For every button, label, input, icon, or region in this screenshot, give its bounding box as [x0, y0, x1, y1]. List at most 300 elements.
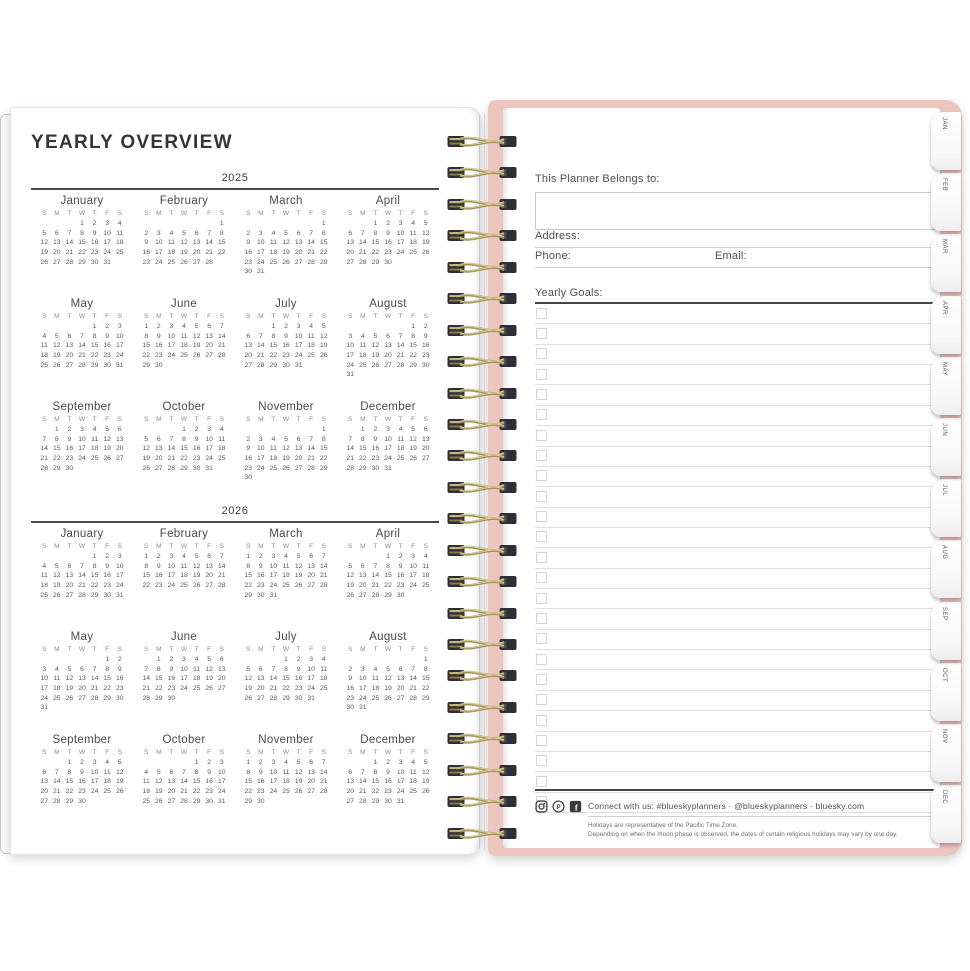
- day-cell: 30: [65, 464, 74, 472]
- day-cell: 5: [348, 562, 353, 570]
- day-cell: 16: [116, 675, 124, 683]
- day-cell: 3: [80, 426, 84, 433]
- day-cell: 13: [346, 778, 354, 786]
- day-cell: 24: [257, 464, 265, 472]
- day-cell: 17: [218, 778, 226, 786]
- empty-day-cell: [394, 322, 407, 332]
- empty-day-cell: [407, 655, 420, 665]
- day-cell: 23: [371, 455, 380, 463]
- wire-coil: [447, 127, 517, 158]
- day-cell: 6: [54, 229, 59, 237]
- day-cell: 27: [65, 361, 74, 369]
- day-cell: 13: [65, 572, 74, 580]
- day-cell: 27: [294, 258, 303, 266]
- month-day-grid: [133, 312, 235, 371]
- day-cell: 29: [269, 361, 278, 369]
- day-cell: 16: [346, 685, 354, 693]
- day-cell: 20: [205, 342, 213, 350]
- wire-coil: [447, 724, 517, 755]
- day-cell: 9: [105, 562, 110, 570]
- day-cell: 13: [307, 562, 315, 570]
- day-cell: 24: [409, 582, 417, 590]
- weekday-header: S: [144, 209, 149, 217]
- day-cell: 21: [409, 685, 417, 693]
- day-cell: 13: [167, 778, 176, 786]
- day-cell: 28: [346, 464, 354, 472]
- empty-day-cell: [51, 758, 64, 768]
- month-tab-dec: [931, 785, 961, 843]
- month-april-2026: [337, 528, 439, 631]
- weekday-header: T: [92, 209, 97, 217]
- day-cell: 4: [219, 426, 224, 433]
- day-cell: 4: [423, 553, 428, 560]
- day-cell: 8: [373, 768, 378, 776]
- empty-day-cell: [203, 219, 216, 229]
- day-cell: 26: [180, 258, 188, 266]
- weekday-header: T: [271, 415, 276, 423]
- day-cell: 3: [296, 323, 301, 330]
- day-cell: 12: [320, 332, 328, 340]
- day-cell: 10: [409, 562, 417, 570]
- goal-row: [535, 711, 934, 731]
- day-cell: 12: [294, 768, 303, 776]
- weekday-header: M: [54, 748, 60, 756]
- empty-day-cell: [140, 758, 153, 768]
- weekday-header: S: [42, 542, 47, 550]
- day-cell: 8: [360, 435, 365, 443]
- weekday-header: F: [207, 542, 212, 550]
- day-cell: 29: [422, 694, 430, 702]
- day-cell: 24: [396, 249, 405, 257]
- day-cell: 27: [192, 258, 201, 266]
- day-cell: 22: [155, 685, 163, 693]
- empty-day-cell: [292, 425, 305, 435]
- weekday-header: F: [309, 645, 314, 653]
- weekday-header: S: [219, 209, 224, 217]
- month-tab-label: APR: [941, 300, 947, 315]
- weekday-header: S: [423, 645, 428, 653]
- day-cell: 31: [384, 464, 392, 472]
- day-cell: 30: [78, 797, 86, 805]
- day-cell: 4: [92, 426, 97, 433]
- day-cell: 25: [282, 788, 290, 796]
- day-cell: 19: [422, 778, 430, 786]
- weekday-header: W: [384, 415, 392, 423]
- day-cell: 24: [78, 455, 86, 463]
- day-cell: 6: [360, 562, 365, 570]
- goal-row: [535, 589, 934, 609]
- day-cell: 22: [422, 685, 430, 693]
- day-cell: 7: [360, 768, 365, 776]
- empty-day-cell: [242, 655, 255, 665]
- day-cell: 23: [244, 464, 252, 472]
- day-cell: 25: [269, 258, 278, 266]
- day-cell: 15: [90, 342, 99, 350]
- facebook-icon: [569, 800, 582, 813]
- day-cell: 9: [92, 229, 97, 237]
- day-cell: 14: [218, 562, 226, 570]
- day-cell: 27: [384, 361, 392, 369]
- day-cell: 26: [142, 464, 150, 472]
- day-cell: 2: [373, 426, 378, 433]
- day-cell: 2: [246, 229, 251, 237]
- empty-day-cell: [344, 552, 357, 562]
- day-cell: 1: [284, 656, 288, 663]
- day-cell: 27: [155, 464, 163, 472]
- day-cell: 7: [271, 665, 276, 673]
- day-cell: 3: [169, 323, 174, 330]
- day-cell: 17: [116, 572, 124, 580]
- weekday-header: F: [309, 415, 314, 423]
- day-cell: 10: [155, 239, 163, 247]
- weekday-header: W: [384, 645, 392, 653]
- day-cell: 24: [218, 788, 226, 796]
- weekday-header: S: [246, 748, 251, 756]
- day-cell: 11: [397, 435, 405, 443]
- day-cell: 26: [65, 694, 74, 702]
- day-cell: 27: [346, 258, 354, 266]
- day-cell: 10: [269, 768, 278, 776]
- weekday-header: W: [78, 209, 86, 217]
- day-cell: 19: [65, 685, 74, 693]
- day-cell: 14: [359, 778, 367, 786]
- day-cell: 18: [320, 675, 328, 683]
- connect-text: Connect with us: #blueskyplanners · @blueskyplanners · bluesky.com: [588, 798, 932, 817]
- day-cell: 7: [309, 229, 314, 237]
- day-cell: 20: [294, 249, 303, 257]
- weekday-header: W: [180, 645, 188, 653]
- day-cell: 21: [320, 572, 328, 580]
- goal-row: [535, 752, 934, 772]
- weekday-header: T: [296, 415, 301, 423]
- day-cell: 7: [67, 229, 72, 237]
- day-cell: 7: [80, 332, 84, 340]
- month-name: April: [375, 194, 401, 207]
- month-name: September: [52, 733, 112, 746]
- day-cell: 1: [373, 759, 378, 766]
- day-cell: 22: [320, 455, 328, 463]
- day-cell: 1: [144, 553, 149, 560]
- day-cell: 23: [155, 582, 163, 590]
- weekday-header: S: [42, 748, 47, 756]
- day-cell: 14: [167, 445, 176, 453]
- day-cell: 20: [396, 685, 405, 693]
- day-cell: 26: [53, 361, 61, 369]
- empty-day-cell: [38, 322, 51, 332]
- weekday-header: T: [373, 645, 378, 653]
- weekday-header: S: [219, 415, 224, 423]
- day-cell: 1: [411, 323, 416, 330]
- day-cell: 18: [422, 572, 430, 580]
- day-cell: 26: [53, 591, 61, 599]
- day-cell: 19: [384, 685, 392, 693]
- month-day-grid: [235, 645, 337, 704]
- day-cell: 11: [180, 332, 188, 340]
- day-cell: 23: [167, 685, 176, 693]
- weekday-header: S: [246, 209, 251, 217]
- weekday-header: S: [117, 209, 122, 217]
- day-cell: 14: [320, 562, 328, 570]
- day-cell: 31: [294, 361, 303, 369]
- day-cell: 4: [194, 656, 199, 663]
- day-cell: 4: [42, 332, 47, 340]
- day-cell: 28: [359, 258, 367, 266]
- day-cell: 6: [296, 229, 301, 237]
- weekday-header: T: [398, 748, 403, 756]
- day-cell: 1: [105, 656, 110, 663]
- day-cell: 15: [218, 239, 226, 247]
- empty-day-cell: [165, 219, 178, 229]
- day-cell: 4: [309, 323, 314, 330]
- day-cell: 12: [282, 239, 290, 247]
- day-cell: 16: [422, 342, 430, 350]
- day-cell: 17: [396, 778, 405, 786]
- empty-day-cell: [63, 322, 76, 332]
- day-cell: 22: [90, 352, 99, 360]
- month-day-grid: [31, 542, 133, 601]
- empty-day-cell: [140, 425, 153, 435]
- day-cell: 15: [90, 572, 99, 580]
- weekday-header: S: [321, 542, 326, 550]
- day-cell: 21: [40, 455, 48, 463]
- day-cell: 28: [359, 797, 367, 805]
- day-cell: 1: [80, 220, 84, 227]
- day-cell: 1: [360, 426, 365, 433]
- day-cell: 28: [40, 464, 48, 472]
- day-cell: 26: [40, 258, 48, 266]
- day-cell: 20: [257, 685, 265, 693]
- day-cell: 26: [294, 582, 303, 590]
- month-name: September: [52, 400, 112, 413]
- month-september-2026: [31, 734, 133, 837]
- weekday-header: T: [67, 415, 72, 423]
- weekday-header: F: [309, 312, 314, 320]
- day-cell: 18: [53, 685, 61, 693]
- day-cell: 13: [40, 778, 48, 786]
- weekday-header: T: [92, 645, 97, 653]
- weekday-header: W: [78, 312, 86, 320]
- year-section-2025: [31, 172, 439, 504]
- day-cell: 24: [116, 582, 124, 590]
- day-cell: 11: [116, 229, 124, 237]
- day-cell: 26: [155, 797, 163, 805]
- day-cell: 8: [105, 665, 110, 673]
- day-cell: 25: [116, 249, 124, 257]
- day-cell: 30: [371, 464, 380, 472]
- day-cell: 10: [90, 768, 99, 776]
- day-cell: 10: [116, 332, 124, 340]
- day-cell: 8: [182, 435, 186, 443]
- day-cell: 14: [218, 332, 226, 340]
- day-cell: 14: [307, 239, 315, 247]
- day-cell: 11: [282, 562, 290, 570]
- day-cell: 22: [244, 582, 252, 590]
- day-cell: 1: [92, 553, 97, 560]
- day-cell: 23: [90, 249, 99, 257]
- weekday-header: S: [321, 312, 326, 320]
- day-cell: 5: [156, 768, 161, 776]
- day-cell: 26: [422, 249, 430, 257]
- month-tab-label: MAY: [941, 361, 947, 376]
- weekday-header: T: [194, 645, 199, 653]
- day-cell: 6: [246, 332, 251, 340]
- weekday-header: F: [309, 209, 314, 217]
- weekday-header: S: [348, 645, 353, 653]
- goal-row: [535, 691, 934, 711]
- weekday-header: S: [246, 542, 251, 550]
- day-cell: 2: [386, 220, 390, 227]
- empty-day-cell: [267, 219, 280, 229]
- day-cell: 3: [169, 553, 174, 560]
- day-cell: 29: [90, 361, 99, 369]
- day-cell: 18: [282, 572, 290, 580]
- weekday-header: W: [282, 209, 290, 217]
- weekday-header: W: [78, 415, 86, 423]
- day-cell: 8: [144, 562, 149, 570]
- weekday-header: T: [373, 542, 378, 550]
- weekday-header: T: [398, 312, 403, 320]
- day-cell: 29: [180, 464, 188, 472]
- goal-row: [535, 569, 934, 589]
- day-cell: 16: [167, 675, 176, 683]
- day-cell: 16: [244, 249, 252, 257]
- goal-checkbox: [536, 308, 547, 319]
- empty-day-cell: [242, 425, 255, 435]
- day-cell: 19: [116, 778, 124, 786]
- day-cell: 9: [423, 332, 428, 340]
- month-september-2025: [31, 401, 133, 504]
- day-cell: 18: [192, 675, 201, 683]
- day-cell: 28: [409, 694, 417, 702]
- goal-checkbox: [536, 491, 547, 502]
- day-cell: 15: [371, 778, 380, 786]
- month-october-2025: [133, 401, 235, 504]
- day-cell: 3: [309, 656, 314, 663]
- day-cell: 28: [218, 582, 226, 590]
- day-cell: 8: [386, 562, 390, 570]
- month-name: December: [360, 400, 416, 413]
- weekday-header: S: [42, 209, 47, 217]
- weekday-header: F: [207, 209, 212, 217]
- day-cell: 14: [90, 675, 99, 683]
- empty-day-cell: [280, 425, 293, 435]
- day-cell: 9: [105, 332, 110, 340]
- day-cell: 6: [207, 553, 212, 560]
- day-cell: 3: [105, 220, 110, 227]
- day-cell: 23: [244, 258, 252, 266]
- day-cell: 22: [65, 788, 74, 796]
- day-cell: 11: [53, 675, 61, 683]
- goal-row: [535, 426, 934, 446]
- wire-coil: [447, 190, 517, 221]
- day-cell: 19: [53, 352, 61, 360]
- day-cell: 16: [205, 778, 213, 786]
- day-cell: 30: [103, 361, 111, 369]
- month-name: June: [170, 630, 198, 643]
- month-tab-aug: [931, 540, 961, 598]
- weekday-header: T: [92, 542, 97, 550]
- month-name: January: [60, 194, 104, 207]
- empty-day-cell: [165, 425, 178, 435]
- weekday-header: M: [360, 748, 366, 756]
- month-name: July: [275, 630, 297, 643]
- day-cell: 5: [207, 656, 212, 663]
- day-cell: 20: [294, 455, 303, 463]
- day-cell: 22: [371, 249, 380, 257]
- svg-text:P: P: [556, 803, 561, 811]
- day-cell: 30: [422, 361, 430, 369]
- day-cell: 4: [182, 553, 186, 560]
- day-cell: 20: [307, 572, 315, 580]
- weekday-header: T: [271, 748, 276, 756]
- day-cell: 10: [218, 768, 226, 776]
- weekday-header: F: [207, 312, 212, 320]
- empty-day-cell: [153, 425, 166, 435]
- empty-day-cell: [153, 219, 166, 229]
- goal-checkbox: [536, 735, 547, 746]
- weekday-header: S: [42, 645, 47, 653]
- day-cell: 26: [116, 788, 124, 796]
- day-cell: 14: [307, 445, 315, 453]
- weekday-header: F: [411, 415, 416, 423]
- weekday-header: W: [180, 415, 188, 423]
- day-cell: 21: [78, 352, 86, 360]
- day-cell: 8: [321, 435, 326, 443]
- day-cell: 1: [246, 553, 251, 560]
- weekday-header: T: [67, 748, 72, 756]
- yearly-goals-label: Yearly Goals:: [535, 287, 603, 299]
- day-cell: 14: [40, 445, 48, 453]
- day-cell: 7: [207, 229, 212, 237]
- day-cell: 9: [67, 435, 72, 443]
- day-cell: 23: [282, 352, 290, 360]
- day-cell: 17: [205, 445, 213, 453]
- day-cell: 12: [371, 342, 380, 350]
- day-cell: 5: [284, 229, 288, 237]
- day-cell: 1: [67, 759, 72, 766]
- day-cell: 28: [90, 694, 99, 702]
- day-cell: 6: [348, 768, 353, 776]
- day-cell: 12: [53, 572, 61, 580]
- day-cell: 2: [105, 553, 110, 560]
- day-cell: 27: [65, 591, 74, 599]
- day-cell: 21: [359, 249, 367, 257]
- month-october-2026: [133, 734, 235, 837]
- month-name: March: [269, 527, 303, 540]
- day-cell: 22: [142, 352, 150, 360]
- day-cell: 16: [257, 572, 265, 580]
- goal-checkbox: [536, 450, 547, 461]
- day-cell: 16: [371, 445, 380, 453]
- day-cell: 9: [348, 675, 353, 683]
- day-cell: 15: [53, 445, 61, 453]
- weekday-header: F: [105, 645, 110, 653]
- day-cell: 24: [40, 694, 48, 702]
- day-cell: 17: [294, 342, 303, 350]
- day-cell: 25: [53, 694, 61, 702]
- day-cell: 3: [386, 426, 390, 433]
- page-title: YEARLY OVERVIEW: [31, 132, 233, 153]
- day-cell: 18: [180, 572, 188, 580]
- weekday-header: S: [348, 542, 353, 550]
- day-cell: 19: [346, 582, 354, 590]
- day-cell: 11: [409, 229, 417, 237]
- day-cell: 10: [396, 768, 405, 776]
- weekday-header: W: [384, 312, 392, 320]
- day-cell: 12: [422, 229, 430, 237]
- wire-coil: [447, 347, 517, 378]
- weekday-header: T: [271, 542, 276, 550]
